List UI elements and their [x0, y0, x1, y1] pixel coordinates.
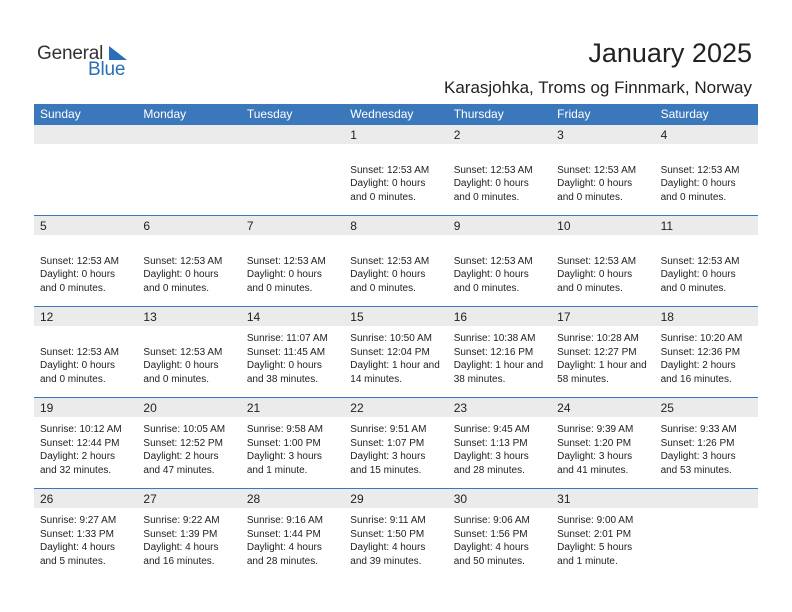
day-number-band — [241, 125, 344, 144]
day-number-band — [137, 216, 240, 235]
day-cell — [34, 125, 137, 215]
day-sun-info — [661, 332, 743, 386]
day-sun-info — [247, 332, 328, 386]
daylight-text: Daylight: 1 hour and — [557, 360, 647, 372]
daylight-text: Daylight: 0 hours — [557, 269, 633, 281]
daylight-text: Daylight: 2 hours — [143, 451, 219, 463]
daylight-text: Daylight: 0 hours — [660, 269, 736, 281]
day-sun-info — [40, 514, 116, 568]
sunset-text: Sunset: 1:20 PM — [557, 437, 632, 449]
daylight-text: and 0 minutes. — [350, 191, 416, 203]
weeks — [34, 125, 758, 579]
daylight-text: Daylight: 4 hours — [40, 542, 116, 554]
day-cell — [34, 489, 137, 579]
daylight-text: and 16 minutes. — [143, 555, 215, 567]
daylight-text: Daylight: 0 hours — [246, 360, 322, 372]
day-number-band — [551, 125, 654, 144]
day-number: 12 — [40, 310, 54, 324]
daylight-text: Daylight: 4 hours — [350, 542, 426, 554]
day-sun-info — [557, 332, 647, 386]
sunset-text: Sunset: 12:53 AM — [350, 164, 430, 176]
daylight-text: and 5 minutes. — [40, 555, 106, 567]
day-sun-info — [557, 423, 633, 477]
daylight-text: Daylight: 3 hours — [660, 451, 736, 463]
day-number: 17 — [557, 310, 571, 324]
weekday-saturday: Saturday — [660, 107, 709, 121]
sunset-text: Sunset: 12:44 PM — [40, 437, 120, 449]
sunrise-text: Sunrise: 9:06 AM — [453, 515, 530, 526]
day-sun-info — [557, 150, 636, 204]
day-cell — [137, 216, 240, 306]
day-number: 4 — [660, 128, 668, 142]
day-cell — [448, 125, 551, 215]
week-row — [34, 489, 758, 579]
daylight-text: Daylight: 0 hours — [660, 178, 736, 190]
sunrise-text: Sunrise: 10:12 AM — [40, 424, 122, 435]
daylight-text: Daylight: 4 hours — [453, 542, 529, 554]
day-sun-info — [143, 241, 222, 295]
day-cell — [551, 398, 654, 488]
sunset-text: Sunset: 12:52 PM — [143, 437, 223, 449]
day-cell — [344, 307, 447, 397]
daylight-text: 38 minutes. — [453, 373, 506, 385]
sunrise-text: Sunrise: 10:38 AM — [453, 333, 536, 344]
sunrise-text: Sunrise: 9:45 AM — [453, 424, 530, 435]
daylight-text: and 41 minutes. — [557, 464, 629, 476]
weekday-sunday: Sunday — [40, 107, 81, 121]
day-cell — [34, 307, 137, 397]
week-row — [34, 307, 758, 398]
sunrise-text — [247, 241, 326, 255]
daylight-text: Daylight: 0 hours — [350, 269, 426, 281]
week-row — [34, 125, 758, 216]
day-cell — [241, 125, 344, 215]
day-sun-info — [143, 423, 225, 477]
day-sun-info — [247, 423, 323, 477]
sunset-text: Sunset: 12:53 AM — [143, 346, 223, 358]
day-number-band — [448, 125, 551, 144]
weekday-friday: Friday — [557, 107, 591, 121]
sunset-text: Sunset: 12:53 AM — [660, 164, 740, 176]
daylight-text: Daylight: 0 hours — [143, 360, 219, 372]
daylight-text: Daylight: 1 hour and — [453, 360, 544, 372]
day-cell — [34, 216, 137, 306]
daylight-text: and 0 minutes. — [350, 282, 416, 294]
daylight-text: Daylight: 2 hours — [40, 451, 116, 463]
daylight-text: Daylight: 0 hours — [557, 178, 633, 190]
day-number: 23 — [453, 401, 468, 415]
daylight-text: 14 minutes. — [350, 373, 402, 385]
day-cell — [655, 307, 758, 397]
day-cell — [344, 489, 447, 579]
day-number: 30 — [453, 492, 468, 506]
sunset-text: Sunset: 1:00 PM — [246, 437, 321, 449]
day-sun-info — [454, 514, 530, 568]
daylight-text: and 0 minutes. — [660, 191, 727, 203]
day-number: 28 — [246, 492, 261, 506]
day-number: 11 — [660, 219, 674, 233]
sunset-text: Sunset: 1:39 PM — [143, 528, 218, 540]
day-number: 10 — [557, 219, 571, 233]
day-cell — [551, 307, 654, 397]
sunset-text: Sunset: 12:53 AM — [453, 164, 533, 176]
daylight-text: Daylight: 4 hours — [143, 542, 219, 554]
daylight-text: and 28 minutes. — [453, 464, 525, 476]
sunrise-text — [557, 150, 636, 164]
sunset-text: Sunset: 12:36 PM — [660, 346, 741, 358]
day-number-band — [34, 125, 137, 144]
sunrise-text — [350, 150, 429, 164]
daylight-text: and 0 minutes. — [557, 191, 623, 203]
day-sun-info — [350, 241, 429, 295]
day-cell — [241, 398, 344, 488]
daylight-text: Daylight: 0 hours — [453, 178, 529, 190]
day-number: 9 — [453, 219, 461, 233]
day-number-band — [241, 216, 344, 235]
sunset-text: Sunset: 1:07 PM — [350, 437, 425, 449]
daylight-text: Daylight: 0 hours — [40, 360, 116, 372]
weekday-wednesday: Wednesday — [350, 107, 414, 121]
sunset-text: Sunset: 12:53 AM — [40, 255, 119, 267]
sunset-text: Sunset: 1:56 PM — [453, 528, 528, 540]
day-cell — [137, 125, 240, 215]
day-sun-info — [40, 332, 119, 386]
day-number: 1 — [350, 128, 357, 142]
daylight-text: and 53 minutes. — [660, 464, 732, 476]
day-cell — [655, 125, 758, 215]
daylight-text: and 0 minutes. — [246, 282, 313, 294]
day-cell — [137, 307, 240, 397]
daylight-text: and 0 minutes. — [557, 282, 623, 294]
day-cell — [137, 398, 240, 488]
daylight-text: and 47 minutes. — [143, 464, 215, 476]
day-number-band — [344, 125, 447, 144]
day-number: 26 — [40, 492, 54, 506]
daylight-text: Daylight: 3 hours — [246, 451, 322, 463]
sunrise-text: Sunrise: 10:28 AM — [557, 333, 639, 344]
sunset-text: Sunset: 12:53 AM — [246, 255, 326, 267]
daylight-text: Daylight: 3 hours — [557, 451, 633, 463]
daylight-text: and 0 minutes. — [40, 373, 106, 385]
sunrise-text: Sunrise: 10:20 AM — [660, 333, 743, 344]
day-cell — [448, 216, 551, 306]
daylight-text: and 1 minute. — [246, 464, 308, 476]
day-number-band — [34, 216, 137, 235]
day-cell — [344, 216, 447, 306]
day-cell — [241, 307, 344, 397]
sunrise-text — [557, 241, 636, 255]
sunset-text: Sunset: 1:13 PM — [453, 437, 528, 449]
day-number: 2 — [453, 128, 461, 142]
daylight-text: Daylight: 4 hours — [246, 542, 322, 554]
day-number: 21 — [246, 401, 261, 415]
sunrise-text — [143, 332, 222, 346]
daylight-text: Daylight: 3 hours — [453, 451, 529, 463]
sunrise-text: Sunrise: 9:39 AM — [557, 424, 634, 435]
sunset-text: Sunset: 12:53 AM — [557, 164, 637, 176]
sunset-text: Sunset: 12:27 PM — [557, 346, 637, 358]
day-sun-info — [557, 241, 636, 295]
day-number: 20 — [143, 401, 157, 415]
sunset-text: Sunset: 11:45 AM — [246, 346, 326, 358]
day-cell — [655, 489, 758, 579]
day-sun-info — [454, 241, 533, 295]
day-number-band — [137, 125, 240, 144]
daylight-text: and 1 minute. — [557, 555, 618, 567]
sunrise-text — [661, 241, 740, 255]
day-sun-info — [454, 150, 533, 204]
day-number: 13 — [143, 310, 157, 324]
day-cell — [448, 489, 551, 579]
sunrise-text — [350, 241, 429, 255]
sunrise-text: Sunrise: 9:58 AM — [246, 424, 323, 435]
sunset-text: Sunset: 12:53 AM — [660, 255, 740, 267]
day-number: 3 — [557, 128, 564, 142]
day-sun-info — [143, 514, 219, 568]
sunrise-text: Sunrise: 9:16 AM — [246, 515, 323, 526]
daylight-text: Daylight: 0 hours — [143, 269, 219, 281]
day-sun-info — [454, 423, 530, 477]
daylight-text: and 50 minutes. — [453, 555, 525, 567]
weekday-header — [34, 104, 758, 125]
daylight-text: and 0 minutes. — [453, 282, 520, 294]
day-cell — [344, 398, 447, 488]
sunrise-text: Sunrise: 9:11 AM — [350, 515, 426, 526]
day-number: 8 — [350, 219, 357, 233]
sunset-text: Sunset: 1:44 PM — [246, 528, 321, 540]
day-number: 27 — [143, 492, 157, 506]
day-number: 5 — [40, 219, 47, 233]
sunrise-text: Sunrise: 9:33 AM — [660, 424, 737, 435]
day-sun-info — [247, 514, 323, 568]
daylight-text: and 0 minutes. — [660, 282, 727, 294]
day-sun-info — [350, 423, 426, 477]
sunrise-text — [454, 150, 533, 164]
daylight-text: and 38 minutes. — [246, 373, 319, 385]
day-sun-info — [350, 514, 425, 568]
day-number: 31 — [557, 492, 571, 506]
day-sun-info — [40, 241, 119, 295]
daylight-text: and 28 minutes. — [246, 555, 319, 567]
day-cell — [655, 398, 758, 488]
day-cell — [241, 489, 344, 579]
day-number-band — [344, 216, 447, 235]
sunset-text: Sunset: 12:16 PM — [453, 346, 534, 358]
location-subtitle: Karasjohka, Troms og Finnmark, Norway — [444, 78, 752, 97]
logo-word-blue: Blue — [88, 59, 126, 80]
sunset-text: Sunset: 12:53 AM — [557, 255, 637, 267]
daylight-text: and 0 minutes. — [453, 191, 520, 203]
day-cell — [34, 398, 137, 488]
daylight-text: and 16 minutes. — [660, 373, 732, 385]
day-number: 24 — [557, 401, 571, 415]
day-number: 18 — [660, 310, 674, 324]
sunset-text: Sunset: 2:01 PM — [557, 528, 632, 540]
daylight-text: Daylight: 0 hours — [453, 269, 529, 281]
week-row — [34, 216, 758, 307]
day-sun-info — [247, 241, 326, 295]
daylight-text: 58 minutes. — [557, 373, 609, 385]
sunset-text: Sunset: 12:04 PM — [350, 346, 430, 358]
day-number-band — [448, 216, 551, 235]
sunrise-text — [40, 332, 119, 346]
day-cell — [137, 489, 240, 579]
day-cell — [448, 307, 551, 397]
page-title: January 2025 — [588, 38, 752, 68]
daylight-text: Daylight: 2 hours — [660, 360, 736, 372]
day-sun-info — [350, 332, 440, 386]
daylight-text: and 0 minutes. — [143, 373, 210, 385]
day-number: 16 — [453, 310, 468, 324]
daylight-text: Daylight: 1 hour and — [350, 360, 440, 372]
day-cell — [551, 216, 654, 306]
weekday-thursday: Thursday — [453, 107, 504, 121]
day-sun-info — [661, 423, 737, 477]
sunset-text: Sunset: 1:33 PM — [40, 528, 114, 540]
day-sun-info — [350, 150, 429, 204]
sunrise-text — [40, 241, 119, 255]
sunrise-text: Sunrise: 10:50 AM — [350, 333, 432, 344]
day-sun-info — [661, 150, 740, 204]
week-row — [34, 398, 758, 489]
day-cell — [655, 216, 758, 306]
daylight-text: Daylight: 3 hours — [350, 451, 426, 463]
day-sun-info — [40, 423, 122, 477]
daylight-text: Daylight: 0 hours — [40, 269, 116, 281]
day-cell — [551, 489, 654, 579]
day-number-band — [655, 125, 758, 144]
day-cell — [241, 216, 344, 306]
day-number: 25 — [660, 401, 674, 415]
day-sun-info — [454, 332, 544, 386]
sunset-text: Sunset: 12:53 AM — [143, 255, 223, 267]
sunrise-text: Sunrise: 9:51 AM — [350, 424, 427, 435]
day-cell — [551, 125, 654, 215]
daylight-text: and 39 minutes. — [350, 555, 422, 567]
sunrise-text: Sunrise: 10:05 AM — [143, 424, 226, 435]
daylight-text: and 0 minutes. — [40, 282, 106, 294]
day-sun-info — [661, 241, 740, 295]
sunrise-text: Sunrise: 9:27 AM — [40, 515, 117, 526]
weekday-monday: Monday — [143, 107, 187, 121]
day-number: 15 — [350, 310, 364, 324]
daylight-text: and 32 minutes. — [40, 464, 112, 476]
day-number: 6 — [143, 219, 151, 233]
day-number: 19 — [40, 401, 54, 415]
sunrise-text: Sunrise: 11:07 AM — [246, 333, 328, 344]
sunset-text: Sunset: 1:50 PM — [350, 528, 425, 540]
daylight-text: and 0 minutes. — [143, 282, 210, 294]
daylight-text: Daylight: 0 hours — [246, 269, 322, 281]
day-sun-info — [143, 332, 222, 386]
calendar-grid — [34, 104, 758, 579]
daylight-text: and 15 minutes. — [350, 464, 422, 476]
day-number-band — [655, 489, 758, 508]
day-number: 7 — [246, 219, 254, 233]
day-cell — [448, 398, 551, 488]
sunset-text: Sunset: 12:53 AM — [40, 346, 119, 358]
sunset-text: Sunset: 12:53 AM — [350, 255, 430, 267]
day-sun-info — [557, 514, 633, 568]
sunrise-text: Sunrise: 9:00 AM — [557, 515, 634, 526]
sunrise-text — [454, 241, 533, 255]
daylight-text: Daylight: 0 hours — [350, 178, 426, 190]
logo-word-general: General — [37, 43, 104, 64]
daylight-text: Daylight: 5 hours — [557, 542, 633, 554]
sunset-text: Sunset: 1:26 PM — [660, 437, 735, 449]
sunrise-text — [661, 150, 740, 164]
weekday-tuesday: Tuesday — [246, 107, 293, 121]
day-cell — [344, 125, 447, 215]
sunrise-text: Sunrise: 9:22 AM — [143, 515, 220, 526]
logo — [37, 43, 137, 83]
sunrise-text — [143, 241, 222, 255]
day-number: 29 — [350, 492, 364, 506]
sunset-text: Sunset: 12:53 AM — [453, 255, 533, 267]
day-number: 22 — [350, 401, 364, 415]
day-number: 14 — [246, 310, 261, 324]
